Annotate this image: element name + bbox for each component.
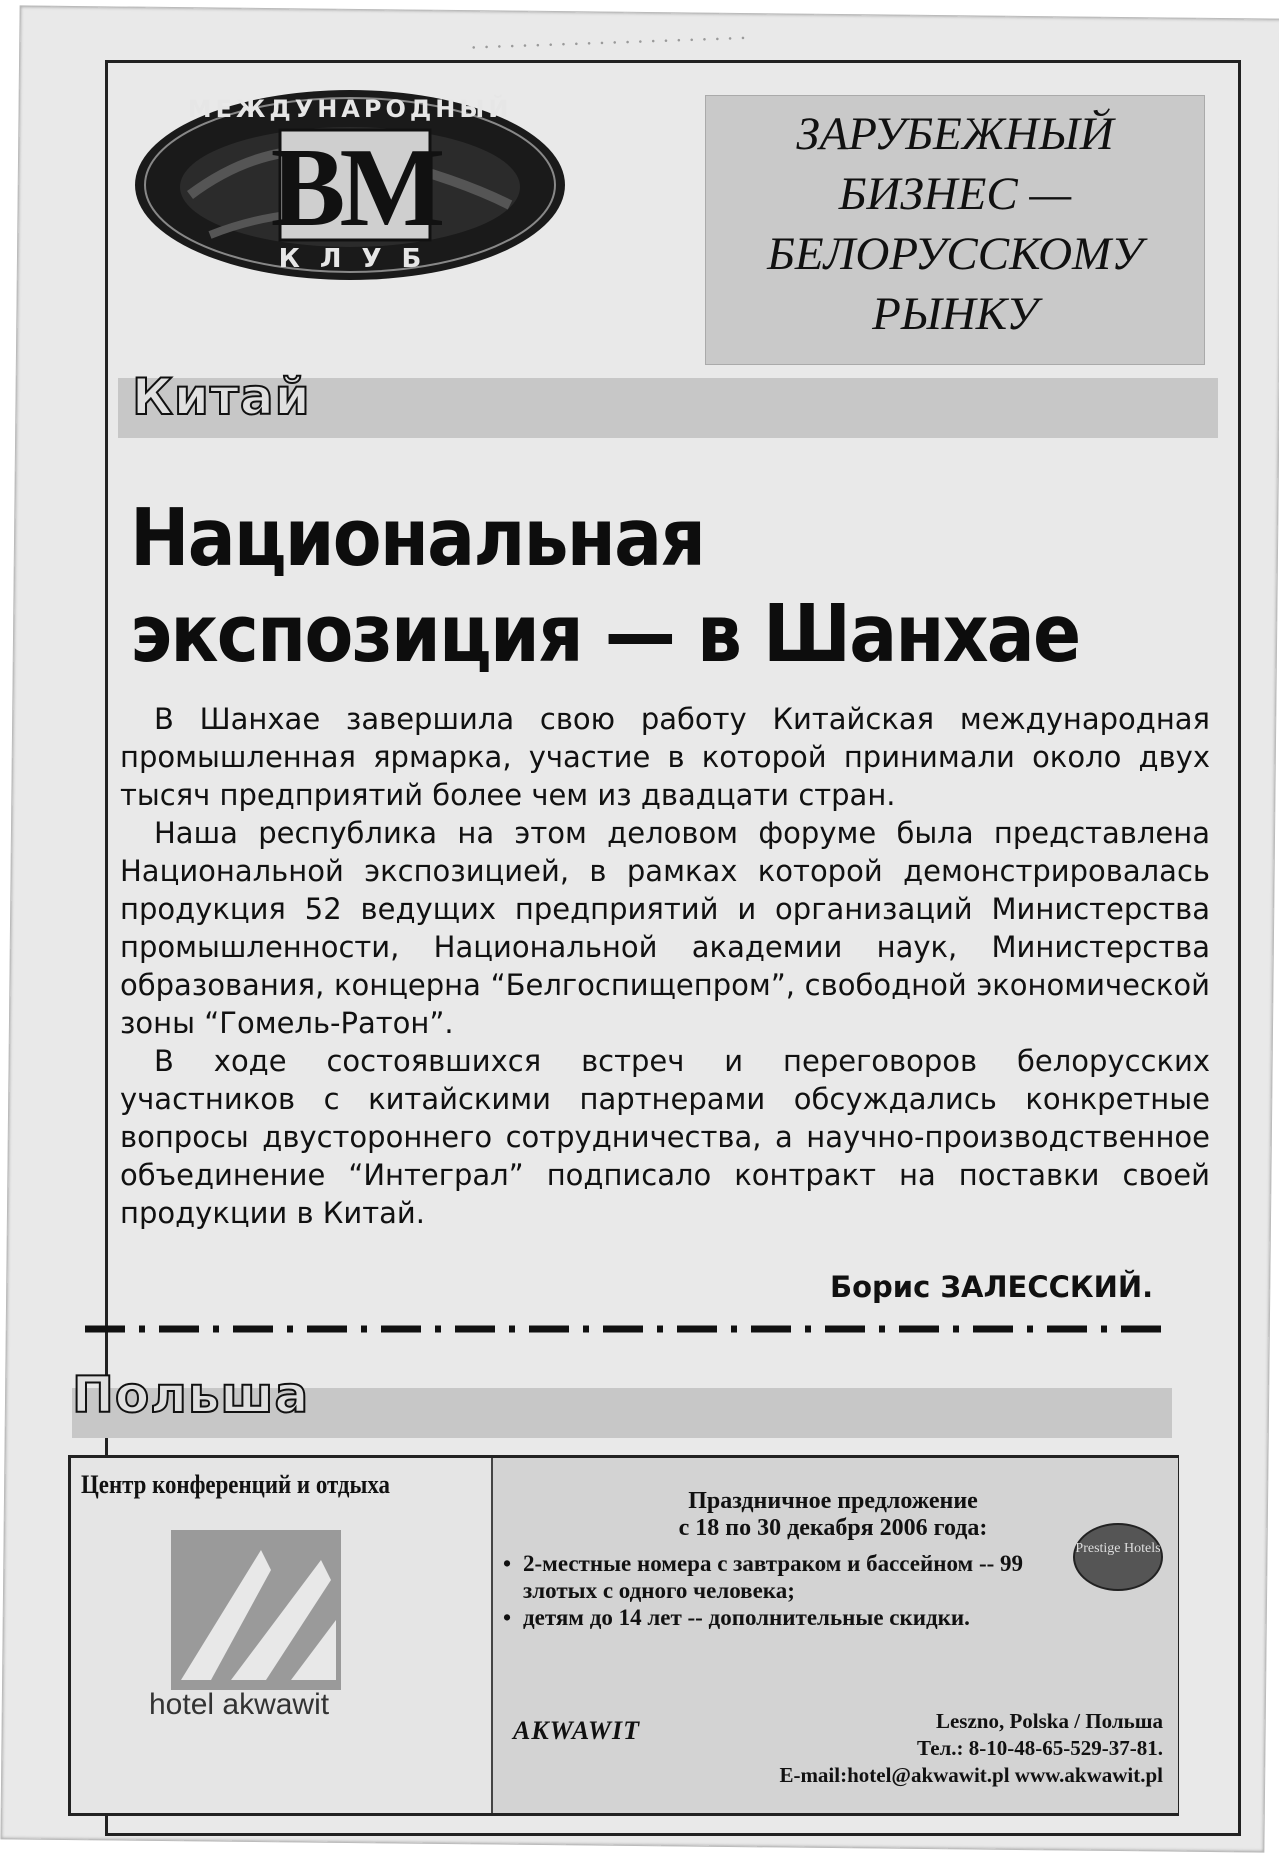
article-headline <box>130 490 1084 682</box>
offer-bullets <box>503 1550 1063 1631</box>
dash-dot-divider <box>85 1322 1165 1336</box>
tagline-line: ЗАРУБЕЖНЫЙ <box>796 108 1114 160</box>
prestige-hotels-badge: Prestige Hotels <box>1073 1523 1163 1591</box>
section-title-china: Китай <box>132 368 311 426</box>
hotel-name: hotel akwawit <box>149 1688 330 1721</box>
logo-bottom-text: КЛУБ <box>278 244 442 274</box>
section-title-poland: Польша <box>72 1366 310 1424</box>
tagline-line: РЫНКУ <box>872 288 1038 340</box>
article-paragraph: В ходе состоявшихся встреч и переговоров белорусских участников с китайскими партнерами обсуждались конкретные вопросы двустороннего сотрудничества, а научно-производственное объединение “Интеграл” подписало контракт на поставки своей продукции в Китай. <box>120 1044 1210 1230</box>
tagline-line: БИЗНЕС — <box>838 168 1072 220</box>
offer-heading <box>533 1488 1133 1542</box>
article-paragraph: Наша республика на этом деловом форуме была представлена Национальной экспозицией, в рамках которой демонстрировалась продукция 52 ведущих предприятий и организаций Министерства промышленности, Национальной академии наук, Министерства образования, концерна “Белгоспищепром”, свободной экономической зоны “Гомель-Ратон”. <box>120 816 1210 1040</box>
hotel-address: Leszno, Polska / Польша <box>935 1709 1163 1733</box>
hotel-logo-icon <box>171 1530 341 1690</box>
ad-contacts <box>603 1708 1163 1789</box>
logo-letters: BM <box>270 126 440 250</box>
tagline-line: БЕЛОРУССКОМУ <box>767 228 1143 280</box>
article-body <box>120 700 1210 1232</box>
headline-line: Национальная <box>130 492 705 584</box>
bleed-through-text: · · · · · · · · · · · · · · · · · · · · · · <box>469 25 748 60</box>
logo-top-text: МЕЖДУНАРОДНЫЙ <box>187 95 513 123</box>
article-paragraph: В Шанхае завершила свою работу Китайская международная промышленная ярмарка, участие в которой принимали около двух тысяч предприятий более чем из двадцати стран. <box>120 702 1210 812</box>
akwawit-brand-logo: AKWAWIT <box>513 1716 640 1745</box>
article-author: Борис ЗАЛЕССКИЙ. <box>830 1270 1154 1304</box>
bm-club-logo <box>130 75 570 295</box>
offer-bullet: • 2-местные номера с завтраком и бассейном -- 99 злотых с одного человека; <box>503 1550 1063 1604</box>
hotel-advertisement <box>68 1455 1179 1816</box>
offer-line: Праздничное предложение <box>688 1488 978 1514</box>
headline-line: экспозиция — в Шанхае <box>130 588 1080 680</box>
offer-dates: с 18 по 30 декабря 2006 года: <box>678 1515 988 1541</box>
ad-center-title: Центр конференций и отдыха <box>81 1470 390 1499</box>
offer-bullet: • детям до 14 лет -- дополнительные скидки. <box>503 1604 1063 1631</box>
ad-offer-panel <box>491 1458 1178 1813</box>
hotel-email-web: E-mail:hotel@akwawit.pl www.akwawit.pl <box>779 1763 1163 1787</box>
rubric-tagline <box>705 95 1205 365</box>
hotel-phone: Тел.: 8-10-48-65-529-37-81. <box>916 1736 1163 1760</box>
